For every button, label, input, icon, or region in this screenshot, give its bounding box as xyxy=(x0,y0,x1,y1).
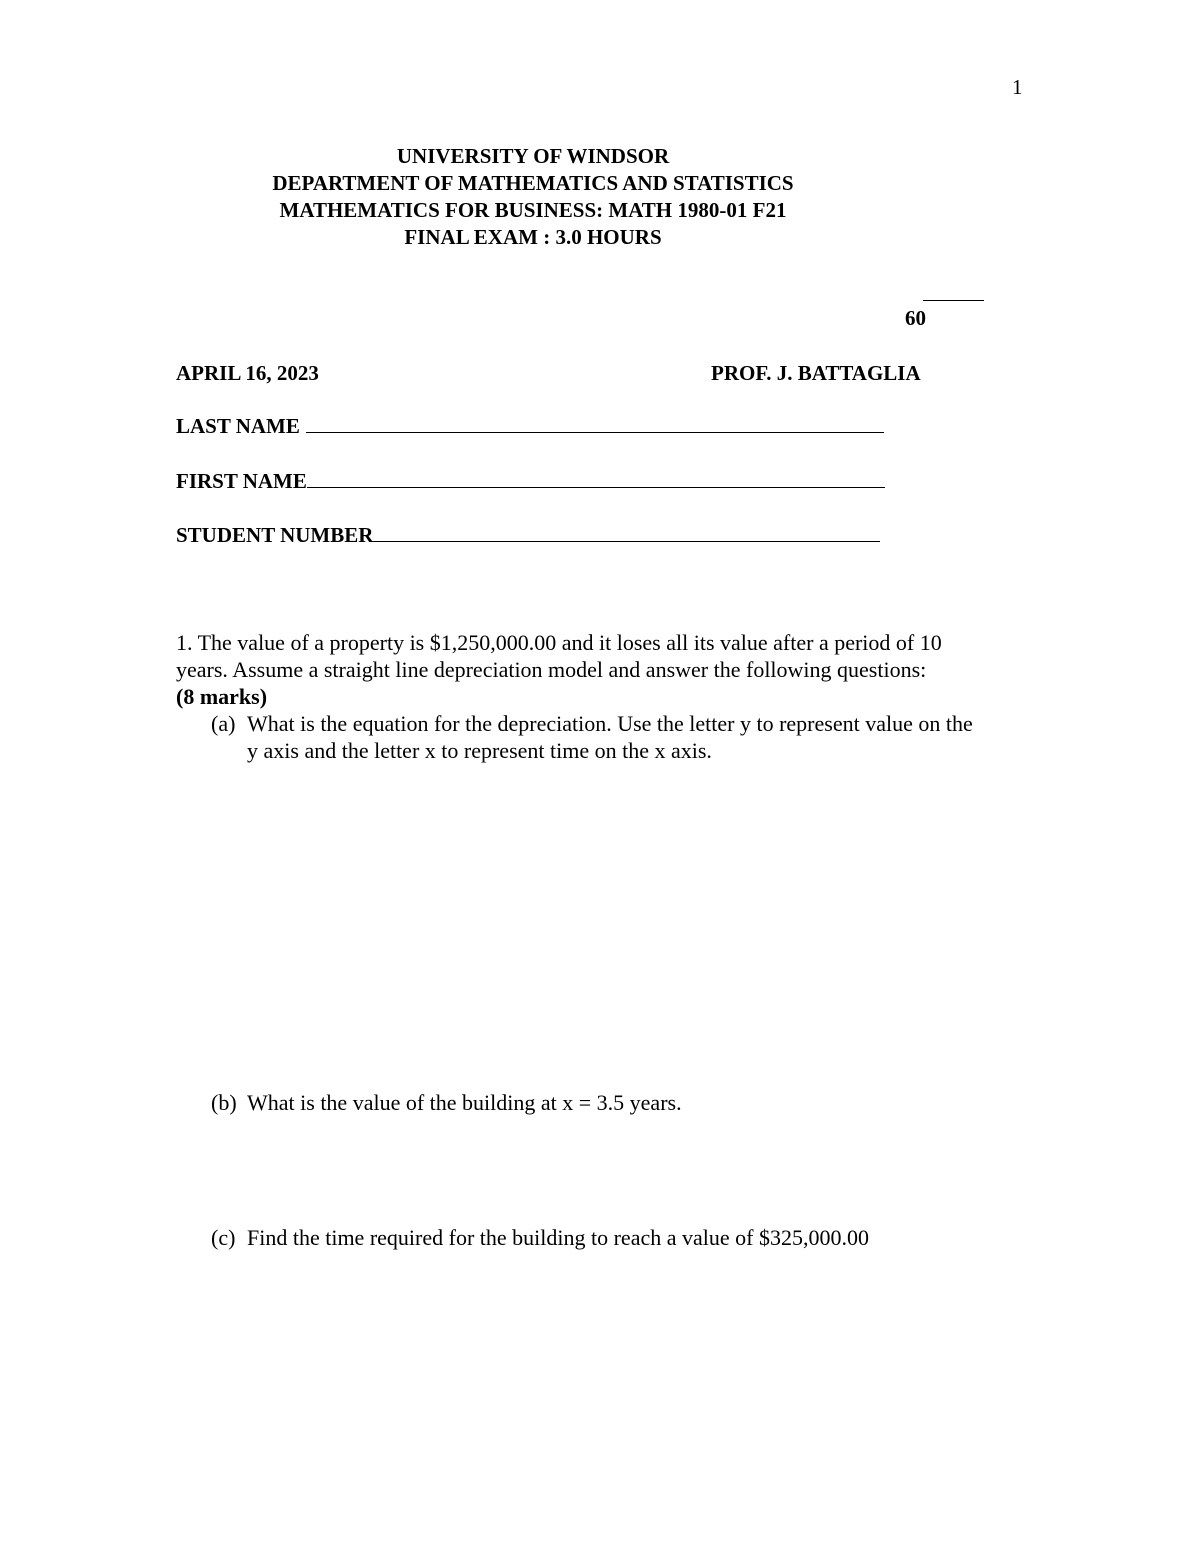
question-1c xyxy=(211,1224,869,1251)
score-blank[interactable] xyxy=(923,300,984,301)
score-total: 60 xyxy=(905,306,926,330)
page-number: 1 xyxy=(1012,75,1023,99)
question-1c-label: (c) xyxy=(211,1225,236,1250)
first-name-field xyxy=(176,469,885,494)
question-1a xyxy=(211,710,973,764)
question-1c-text: Find the time required for the building to reach a value of $325,000.00 xyxy=(247,1225,869,1250)
course-title: MATHEMATICS FOR BUSINESS: MATH 1980-01 F21 xyxy=(279,198,787,222)
question-1b xyxy=(211,1089,682,1116)
student-number-input-line[interactable] xyxy=(373,523,880,542)
question-1b-label: (b) xyxy=(211,1090,237,1115)
question-1-line-1: 1. The value of a property is $1,250,000.00 and it loses all its value after a period of 10 xyxy=(176,630,942,655)
university-name: UNIVERSITY OF WINDSOR xyxy=(396,144,670,168)
last-name-input-line[interactable] xyxy=(306,414,884,433)
exam-date: APRIL 16, 2023 xyxy=(176,361,319,385)
question-1b-text: What is the value of the building at x = 3.5 years. xyxy=(247,1090,682,1115)
first-name-label: FIRST NAME xyxy=(176,469,307,493)
question-1-line-2: years. Assume a straight line depreciation model and answer the following questions: xyxy=(176,657,927,682)
professor-name: PROF. J. BATTAGLIA xyxy=(711,361,921,385)
student-number-field xyxy=(176,523,880,548)
question-1 xyxy=(176,629,1036,710)
first-name-input-line[interactable] xyxy=(307,469,885,488)
question-1a-text: What is the equation for the depreciation. Use the letter y to represent value on the y axis and the letter x to represent time on the x axis. xyxy=(247,711,973,763)
question-1-marks: (8 marks) xyxy=(176,684,268,709)
last-name-field xyxy=(176,414,884,439)
last-name-label: LAST NAME xyxy=(176,414,300,438)
question-1a-label: (a) xyxy=(211,711,236,736)
student-number-label: STUDENT NUMBER xyxy=(176,523,374,547)
exam-header xyxy=(0,143,1066,251)
department-name: DEPARTMENT OF MATHEMATICS AND STATISTICS xyxy=(272,171,794,195)
exam-title: FINAL EXAM : 3.0 HOURS xyxy=(404,225,662,249)
